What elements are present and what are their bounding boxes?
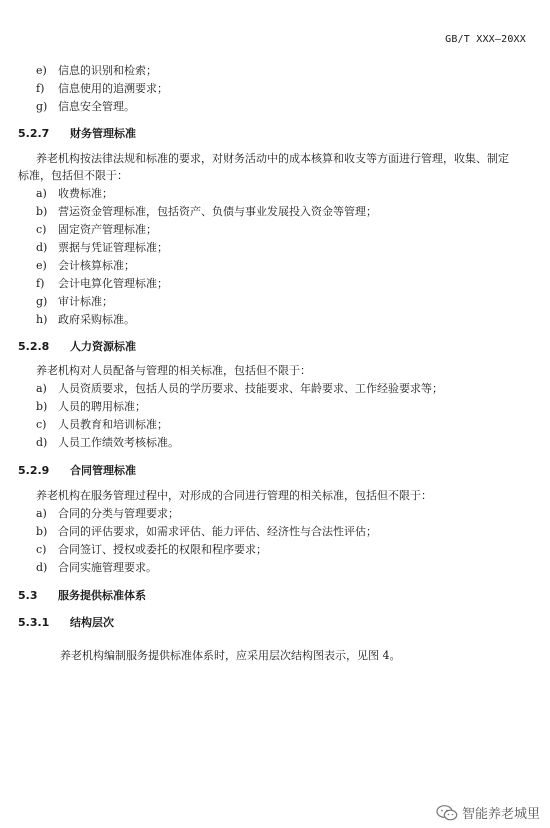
watermark-text: 智能养老城里 [461, 807, 540, 822]
list-item: c) 固定资产管理标准； [36, 223, 157, 236]
list-item: b) 合同的评估要求，如需求评估、能力评估、经济性与合法性评估； [36, 525, 377, 538]
list-item: a) 人员资质要求，包括人员的学历要求、技能要求、年龄要求、工作经验要求等； [36, 382, 443, 395]
list-item: d) 合同实施管理要求。 [36, 561, 157, 574]
paragraph: 养老机构按法律法规和标准的要求，对财务活动中的成本核算和收支等方面进行管理，收集、制定 [36, 152, 509, 165]
paragraph-continued: 标准，包括但不限于： [18, 169, 128, 182]
paragraph: 养老机构在服务管理过程中，对形成的合同进行管理的相关标准，包括但不限于： [36, 489, 432, 502]
section-heading-5-3-1: 5.3.1 结构层次 [18, 616, 114, 629]
list-item: f) 会计电算化管理标准； [36, 277, 168, 290]
list-item: h) 政府采购标准。 [36, 313, 135, 326]
list-item: f) 信息使用的追溯要求； [36, 82, 168, 95]
list-item: c) 合同签订、授权或委托的权限和程序要求； [36, 543, 267, 556]
document-code: GB/T XXX—20XX [445, 34, 526, 45]
wechat-icon [436, 805, 458, 821]
list-item: e) 信息的识别和检索； [36, 64, 157, 77]
list-item: d) 票据与凭证管理标准； [36, 241, 168, 254]
list-item: d) 人员工作绩效考核标准。 [36, 436, 179, 449]
list-item: e) 会计核算标准； [36, 259, 135, 272]
paragraph: 养老机构编制服务提供标准体系时，应采用层次结构图表示，见图 4。 [60, 649, 401, 662]
list-item: c) 人员教育和培训标准； [36, 418, 168, 431]
list-item: b) 营运资金管理标准，包括资产、负债与事业发展投入资金等管理； [36, 205, 377, 218]
list-item: a) 合同的分类与管理要求； [36, 507, 179, 520]
wechat-watermark [436, 803, 540, 822]
section-heading-5-2-8: 5.2.8 人力资源标准 [18, 340, 136, 353]
paragraph: 养老机构对人员配备与管理的相关标准，包括但不限于： [36, 364, 311, 377]
section-heading-5-2-7: 5.2.7 财务管理标准 [18, 127, 136, 140]
list-item: g) 信息安全管理。 [36, 100, 135, 113]
list-item: a) 收费标准； [36, 187, 113, 200]
list-item: b) 人员的聘用标准； [36, 400, 146, 413]
section-heading-5-2-9: 5.2.9 合同管理标准 [18, 464, 136, 477]
section-heading-5-3: 5.3 服务提供标准体系 [18, 589, 146, 602]
list-item: g) 审计标准； [36, 295, 113, 308]
